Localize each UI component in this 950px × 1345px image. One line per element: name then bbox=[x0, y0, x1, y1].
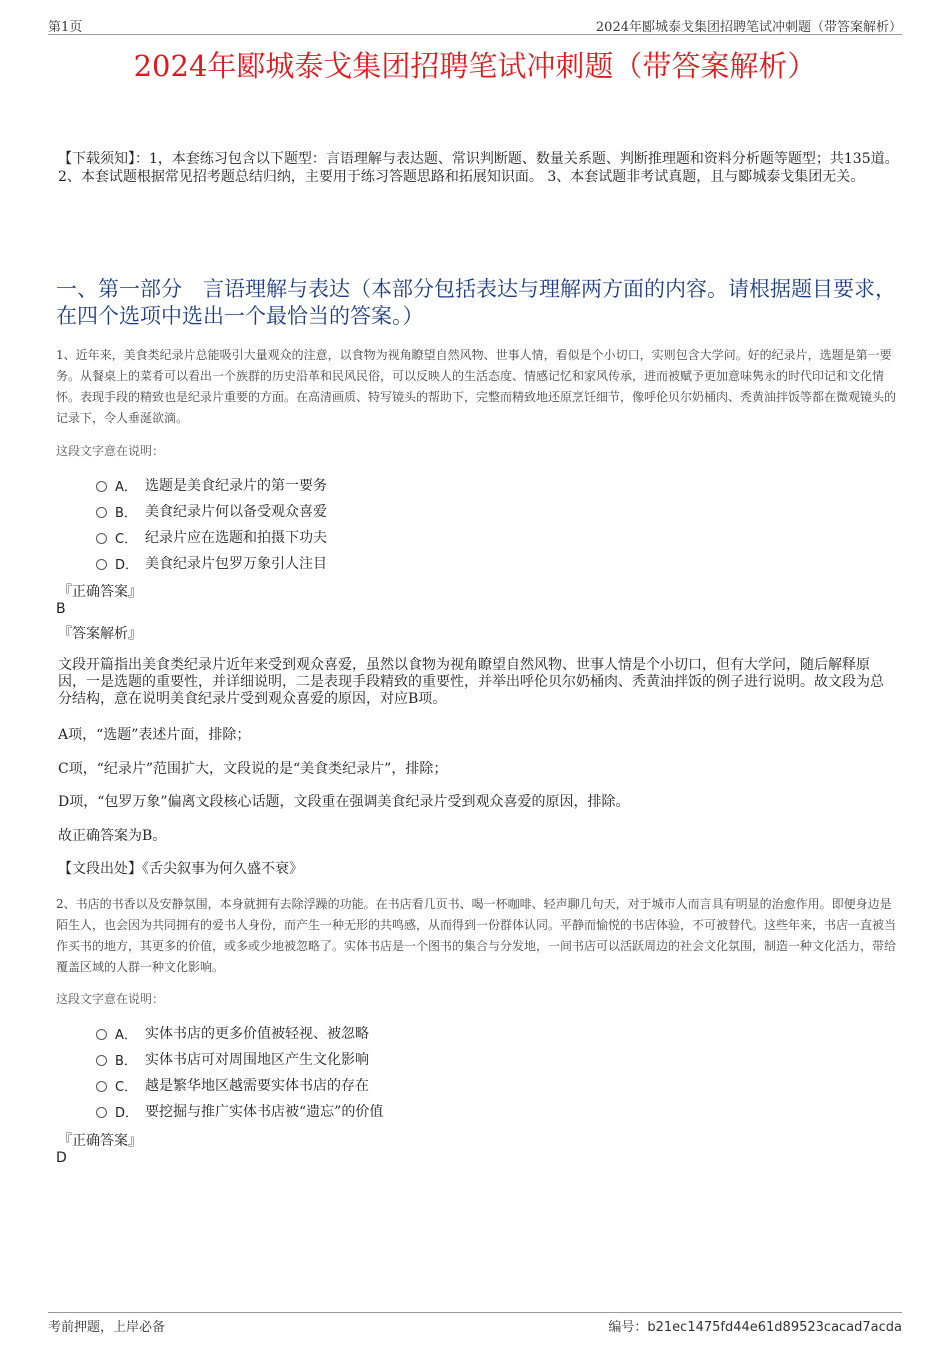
radio-icon[interactable] bbox=[96, 507, 107, 518]
page-number: 第1页 bbox=[48, 20, 83, 35]
option-a[interactable]: A． 实体书店的更多价值被轻视、被忽略 bbox=[96, 1020, 383, 1046]
section-heading: 一、第一部分 言语理解与表达（本部分包括表达与理解两方面的内容。请根据题目要求，在四个选项中选出一个最恰当的答案。） bbox=[56, 277, 896, 328]
source-citation: 【文段出处】《舌尖叙事为何久盛不衰》 bbox=[58, 861, 303, 877]
option-a[interactable]: A． 选题是美食纪录片的第一要务 bbox=[96, 472, 327, 498]
analysis-label: 『答案解析』 bbox=[58, 626, 142, 642]
radio-icon[interactable] bbox=[96, 1107, 107, 1118]
footer-code: 编号：b21ec1475fd44e61d89523cacad7acda bbox=[608, 1320, 902, 1335]
analysis-option-a: A项，“选题”表述片面，排除； bbox=[58, 727, 251, 743]
radio-icon[interactable] bbox=[96, 1081, 107, 1092]
radio-icon[interactable] bbox=[96, 559, 107, 570]
radio-icon[interactable] bbox=[96, 1055, 107, 1066]
analysis-conclusion: 故正确答案为B。 bbox=[58, 828, 167, 844]
option-b[interactable]: B． 美食纪录片何以备受观众喜爱 bbox=[96, 498, 327, 524]
question-1-options bbox=[96, 472, 327, 576]
download-notice: 【下载须知】：1，本套练习包含以下题型：言语理解与表达题、常识判断题、数量关系题、判断推理题和资料分析题等题型；共135道。 2、本套试题根据常见招考题总结归纳，主要用于练习答题思路和拓展知识面。 3、本套试题非考试真题，且与郾城泰戈集团无关。 bbox=[58, 151, 899, 185]
analysis-paragraph: 文段开篇指出美食类纪录片近年来受到观众喜爱，虽然以食物为视角瞭望自然风物、世事人情是个小切口，但有大学问，随后解释原因，一是选题的重要性，并详细说明，二是表现手段精致的重要性，并举出呼伦贝尔奶桶肉、秃黄油拌饭的例子进行说明。故文段为总分结构，意在说明美食纪录片受到观众喜爱的原因，对应B项。 bbox=[58, 657, 884, 707]
option-b[interactable]: B． 实体书店可对周围地区产生文化影响 bbox=[96, 1046, 383, 1072]
radio-icon[interactable] bbox=[96, 533, 107, 544]
question-1-text: 1、近年来，美食类纪录片总能吸引大量观众的注意，以食物为视角瞭望自然风物、世事人情，看似是个小切口，实则包含大学问。好的纪录片，选题是第一要务。从餐桌上的菜肴可以看出一个族群的历史沿革和民风民俗，可以反映人的生活态度、情感记忆和家风传承，进而被赋予更加意味隽永的时代印记和文化情怀。表现手段的精致也是纪录片重要的方面。在高清画质、特写镜头的帮助下，完整而精致地还原烹饪细节，像呼伦贝尔奶桶肉、秃黄油拌饭等都在微观镜头的记录下，令人垂涎欲滴。 bbox=[56, 348, 897, 425]
radio-icon[interactable] bbox=[96, 1029, 107, 1040]
analysis-option-c: C项，“纪录片”范围扩大，文段说的是“美食类纪录片”，排除； bbox=[58, 761, 448, 777]
question-2-options bbox=[96, 1020, 383, 1124]
radio-icon[interactable] bbox=[96, 481, 107, 492]
option-d[interactable]: D． 美食纪录片包罗万象引人注目 bbox=[96, 550, 327, 576]
answer-label: 『正确答案』 bbox=[58, 584, 142, 600]
option-c[interactable]: C． 纪录片应在选题和拍摄下功夫 bbox=[96, 524, 327, 550]
answer-value: D bbox=[56, 1150, 67, 1166]
option-d[interactable]: D． 要挖掘与推广实体书店被“遗忘”的价值 bbox=[96, 1098, 383, 1124]
footer-slogan: 考前押题，上岸必备 bbox=[48, 1320, 166, 1335]
question-2-text: 2、书店的书香以及安静氛围，本身就拥有去除浮躁的功能。在书店看几页书、喝一杯咖啡、轻声聊几句天，对于城市人而言具有明显的治愈作用。即便身边是陌生人，也会因为共同拥有的爱书人身份，而产生一种无形的共鸣感，从而得到一份群体认同。平静而愉悦的书店体验，不可被替代。这些年来，书店一直被当作买书的地方，其更多的价值，或多或少地被忽略了。实体书店是一个图书的集合与分发地，一间书店可以活跃周边的社会文化氛围，制造一种文化活力，带给覆盖区域的人群一种文化影响。 bbox=[56, 897, 897, 974]
question-2-prompt: 这段文字意在说明： bbox=[56, 992, 165, 1006]
question-1-prompt: 这段文字意在说明： bbox=[56, 444, 165, 458]
page-header bbox=[48, 14, 902, 35]
header-doc-title: 2024年郾城泰戈集团招聘笔试冲刺题（带答案解析） bbox=[595, 20, 902, 35]
page-footer bbox=[48, 1312, 902, 1333]
document-title: 2024年郾城泰戈集团招聘笔试冲刺题（带答案解析） bbox=[133, 49, 817, 83]
analysis-option-d: D项，“包罗万象”偏离文段核心话题，文段重在强调美食纪录片受到观众喜爱的原因，排除。 bbox=[58, 794, 630, 810]
answer-value: B bbox=[56, 601, 66, 617]
answer-label: 『正确答案』 bbox=[58, 1133, 142, 1149]
option-c[interactable]: C． 越是繁华地区越需要实体书店的存在 bbox=[96, 1072, 383, 1098]
document-id: b21ec1475fd44e61d89523cacad7acda bbox=[647, 1320, 902, 1335]
